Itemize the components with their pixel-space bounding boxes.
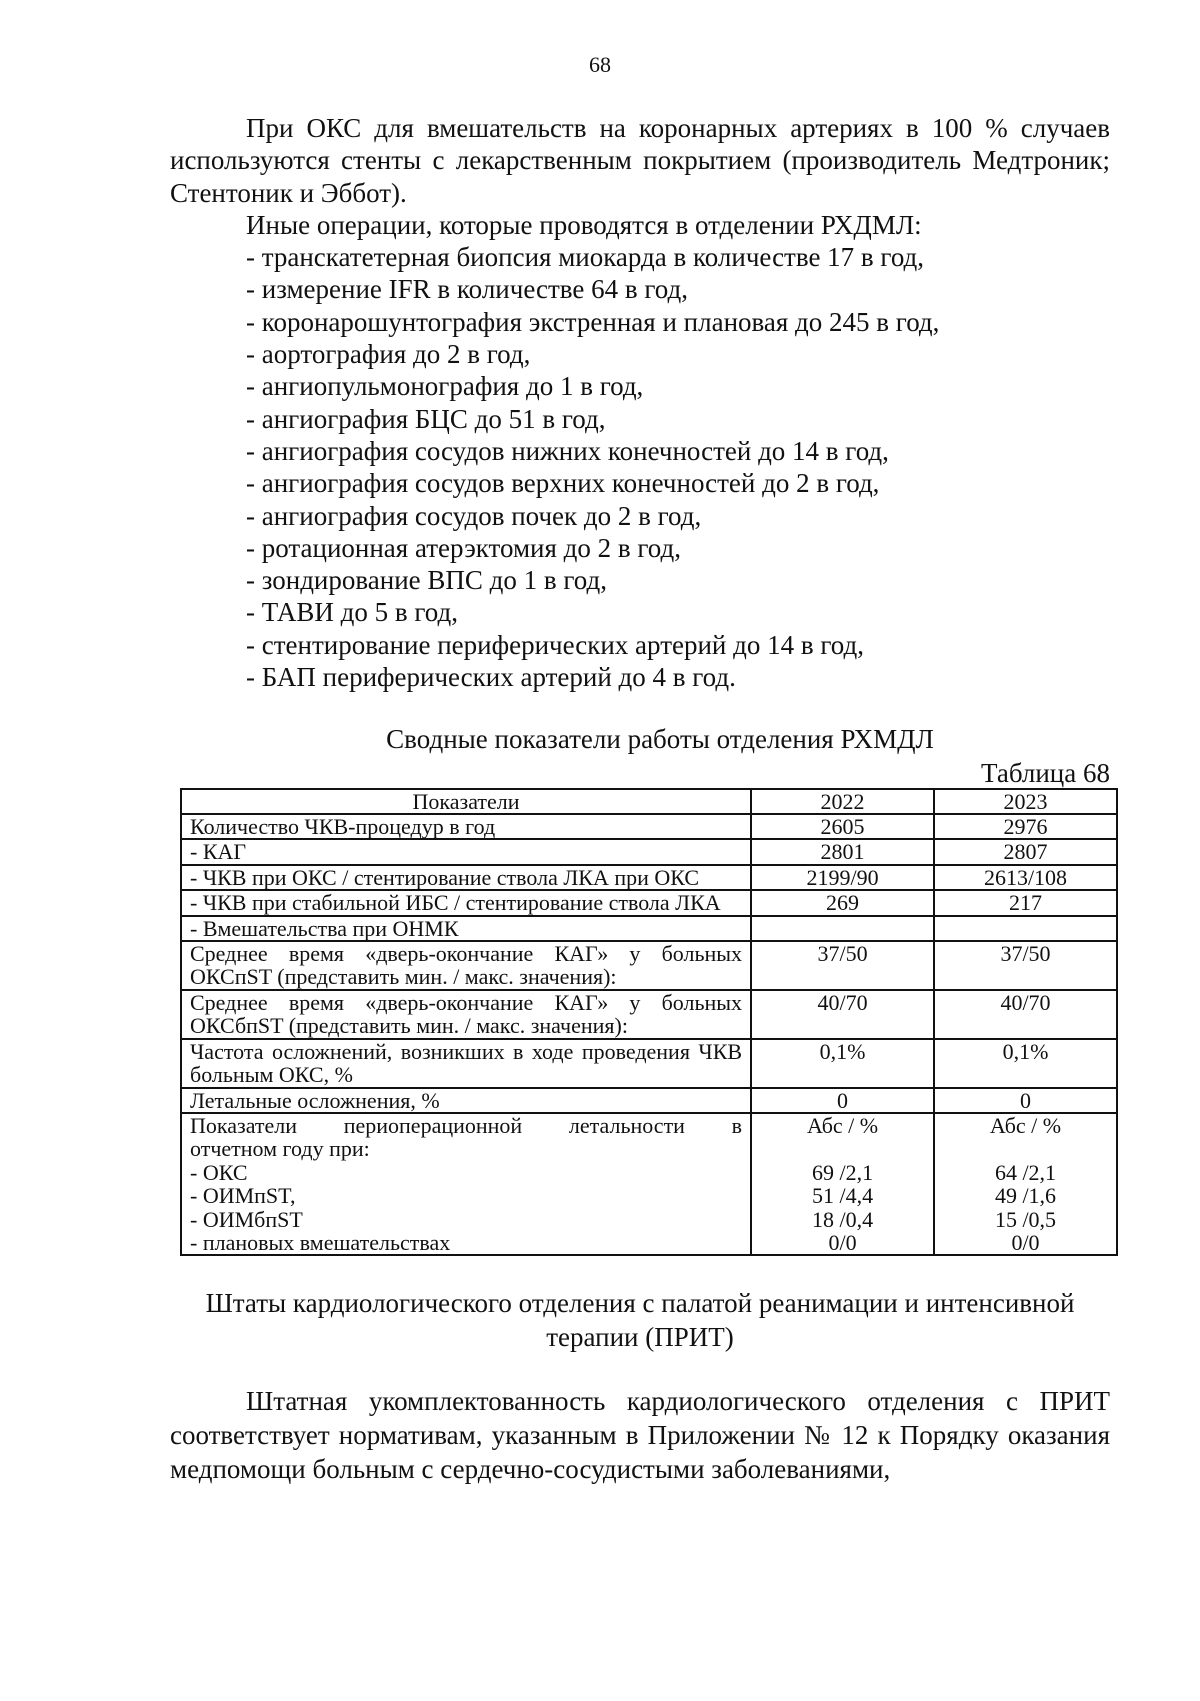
- row-value-2023: 40/70: [934, 990, 1117, 1039]
- row-value-2022: 2605: [751, 814, 934, 839]
- row-indicator: - КАГ: [181, 839, 751, 864]
- row-value-2022: 2801: [751, 839, 934, 864]
- row-indicator: Среднее время «дверь-окончание КАГ» у больных ОКСпST (представить мин. / макс. значения):: [181, 941, 751, 990]
- operations-list: [170, 241, 1110, 693]
- table-caption: Таблица 68: [981, 757, 1110, 788]
- row-value-2023: 2976: [934, 814, 1117, 839]
- operation-item: - коронарошунтография экстренная и плановая до 245 в год,: [246, 306, 940, 337]
- mortality-unit-2023: Абс / %: [989, 1112, 1062, 1138]
- mortality-label-line1: Показатели периоперационной летальности в: [190, 1112, 743, 1138]
- operations-intro: Иные операции, которые проводятся в отделении РХДМЛ:: [246, 209, 922, 240]
- mortality-value-2022: 69 /2,1: [811, 1159, 874, 1185]
- operation-item: - измерение IFR в количестве 64 в год,: [246, 274, 688, 305]
- mortality-item-label: - ОИМпST,: [190, 1183, 296, 1209]
- row-value-2023: 0: [934, 1088, 1117, 1113]
- row-value-2023: 2613/108: [934, 865, 1117, 890]
- row-value-2022: 0: [751, 1088, 934, 1113]
- operation-item: - стентирование периферических артерий до 14 в год,: [246, 629, 864, 660]
- row-value-2023: 0,1%: [934, 1039, 1117, 1088]
- operation-item: - зондирование ВПС до 1 в год,: [246, 565, 608, 596]
- header-indicator: Показатели: [181, 789, 751, 814]
- document-body: [170, 112, 1110, 1486]
- table-row: [181, 839, 1117, 864]
- operation-item: - ангиография сосудов почек до 2 в год,: [246, 500, 702, 531]
- row-indicator: Частота осложнений, возникших в ходе проведения ЧКВ больным ОКС, %: [181, 1039, 751, 1088]
- mortality-values-2022: [751, 1113, 934, 1255]
- operation-item: - ангиография сосудов верхних конечностей до 2 в год,: [246, 468, 880, 499]
- row-indicator: - Вмешательства при ОНМК: [181, 916, 751, 941]
- operation-item: - БАП периферических артерий до 4 в год.: [246, 662, 736, 693]
- mortality-indicator: [181, 1113, 751, 1255]
- row-indicator: - ЧКВ при стабильной ИБС / стентирование ствола ЛКА: [181, 890, 751, 915]
- operation-item: - ангиография сосудов нижних конечностей до 14 в год,: [246, 435, 889, 466]
- row-indicator: Количество ЧКВ-процедур в год: [181, 814, 751, 839]
- closing-paragraph: Штатная укомплектованность кардиологического отделения с ПРИТ соответствует нормативам, указанным в Приложении № 12 к Порядку оказания медпомощи больным с сердечно-сосудистыми заболеваниями,: [170, 1386, 1110, 1485]
- table-row: [181, 814, 1117, 839]
- row-value-2023: 2807: [934, 839, 1117, 864]
- operation-item: - ангиография БЦС до 51 в год,: [246, 403, 606, 434]
- header-2022: 2022: [751, 789, 934, 814]
- mortality-value-2023: 0/0: [1011, 1229, 1040, 1255]
- mortality-item-label: - плановых вмешательствах: [190, 1229, 451, 1255]
- row-indicator: - ЧКВ при ОКС / стентирование ствола ЛКА при ОКС: [181, 865, 751, 890]
- mortality-item-label: - ОКС: [190, 1159, 248, 1185]
- intro-paragraph: При ОКС для вмешательств на коронарных артериях в 100 % случаев используются стенты с лекарственным покрытием (производитель Медтроник; Стентоник и Эббот).: [170, 113, 1110, 208]
- mortality-label-line2: отчетном году при:: [190, 1136, 370, 1162]
- table-header-row: [181, 789, 1117, 814]
- table-row: [181, 1088, 1117, 1113]
- operation-item: - транскатетерная биопсия миокарда в количестве 17 в год,: [246, 242, 925, 273]
- mortality-row: [181, 1113, 1117, 1255]
- row-value-2023: 37/50: [934, 941, 1117, 990]
- mortality-value-2023: 49 /1,6: [994, 1183, 1057, 1209]
- mortality-value-2022: 0/0: [828, 1229, 857, 1255]
- row-value-2022: 269: [751, 890, 934, 915]
- mortality-value-2023: 15 /0,5: [994, 1206, 1057, 1232]
- summary-table: [180, 788, 1118, 1257]
- table-row: [181, 990, 1117, 1039]
- row-value-2022: 2199/90: [751, 865, 934, 890]
- row-value-2022: 40/70: [751, 990, 934, 1039]
- table-row: [181, 865, 1117, 890]
- operation-item: - ТАВИ до 5 в год,: [246, 597, 458, 628]
- row-value-2022: [751, 916, 934, 941]
- row-value-2022: 37/50: [751, 941, 934, 990]
- table-row: [181, 1039, 1117, 1088]
- mortality-value-2022: 51 /4,4: [811, 1183, 874, 1209]
- operation-item: - ангиопульмонография до 1 в год,: [246, 371, 644, 402]
- mortality-values-2023: [934, 1113, 1117, 1255]
- mortality-item-label: - ОИМбпST: [190, 1206, 303, 1232]
- page-number: 68: [589, 52, 611, 77]
- operation-item: - аортография до 2 в год,: [246, 339, 531, 370]
- table-title: Сводные показатели работы отделения РХМДЛ: [386, 724, 934, 755]
- row-indicator: Летальные осложнения, %: [181, 1088, 751, 1113]
- mortality-value-2022: 18 /0,4: [811, 1206, 874, 1232]
- row-value-2023: [934, 916, 1117, 941]
- table-row: [181, 941, 1117, 990]
- table-row: [181, 916, 1117, 941]
- mortality-value-2023: 64 /2,1: [994, 1159, 1057, 1185]
- row-indicator: Среднее время «дверь-окончание КАГ» у больных ОКСбпST (представить мин. / макс. значения):: [181, 990, 751, 1039]
- row-value-2022: 0,1%: [751, 1039, 934, 1088]
- header-2023: 2023: [934, 789, 1117, 814]
- operation-item: - ротационная атерэктомия до 2 в год,: [246, 532, 682, 563]
- table-row: [181, 890, 1117, 915]
- row-value-2023: 217: [934, 890, 1117, 915]
- mortality-unit-2022: Абс / %: [806, 1112, 879, 1138]
- section-heading: Штаты кардиологического отделения с палатой реанимации и интенсивной терапии (ПРИТ): [205, 1288, 1075, 1353]
